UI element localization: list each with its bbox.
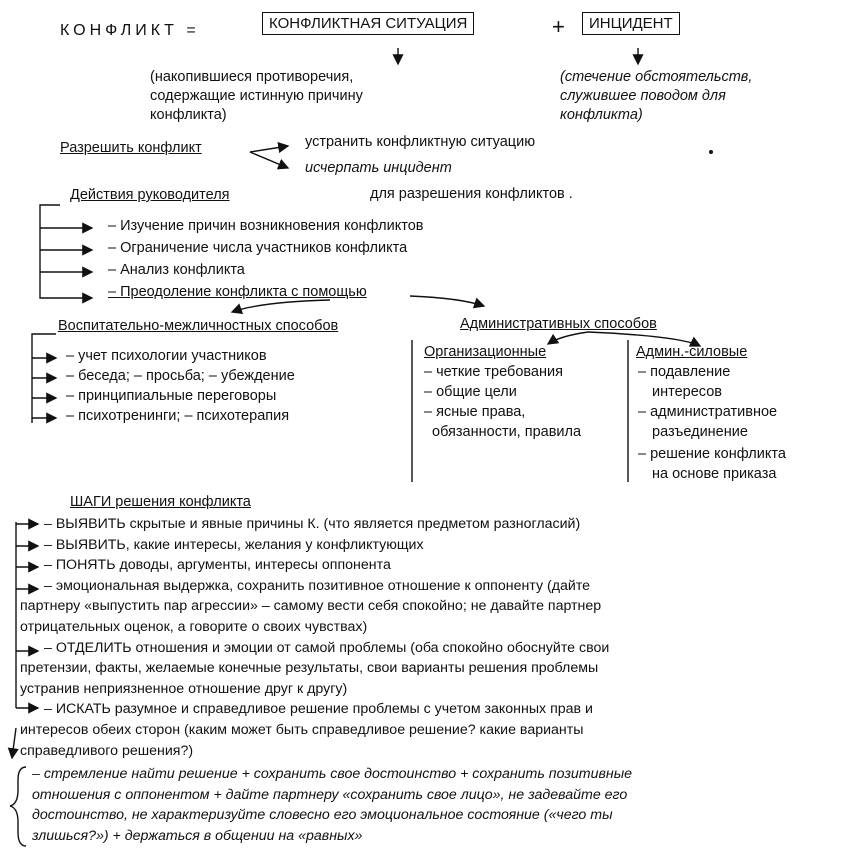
action-item-overcome: – Преодоление конфликта с помощью (108, 284, 367, 300)
step-line: интересов обеих сторон (каким может быть справедливое решение? какие варианты (20, 721, 584, 738)
organizational-item: – четкие требования (424, 364, 563, 380)
resolve-label: Разрешить конфликт (60, 140, 202, 156)
steps-list (20, 514, 610, 761)
power-method-item: – административное (638, 404, 778, 420)
action-item: – Ограничение числа участников конфликта (108, 240, 408, 256)
step-line: – эмоциональная выдержка, сохранить позитивное отношение к оппоненту (дайте (44, 577, 591, 594)
power-method-item: разъединение (652, 424, 748, 440)
incident-note-line: (стечение обстоятельств, (560, 69, 753, 85)
incident-note (560, 68, 752, 125)
step-line: – ИСКАТЬ разумное и справедливое решение проблемы с учетом законных прав и (44, 701, 593, 718)
note-line: достоинство, не характеризуйте словесно его эмоциональное состояние («чего ты (32, 807, 613, 823)
step-line: – ПОНЯТЬ доводы, аргументы, интересы оппонента (44, 557, 391, 574)
actions-heading-tail: для разрешения конфликтов . (370, 186, 573, 202)
educational-method-item: – психотренинги; – психотерапия (66, 408, 290, 424)
organizational-item: – ясные права, (424, 404, 526, 420)
step-line: – ВЫЯВИТЬ, какие интересы, желания у конфликтующих (44, 536, 424, 553)
step-line: отрицательных оценок, а говорите о своих чувствах) (20, 618, 368, 635)
resolve-option-remove-situation: устранить конфликтную ситуацию (305, 134, 536, 150)
resolve-option-exhaust-incident: исчерпать инцидент (305, 160, 452, 176)
organizational-item: обязанности, правила (432, 424, 582, 440)
power-method-item: интересов (652, 384, 722, 400)
incident-note-line: конфликта) (560, 107, 643, 123)
organizational-heading: Организационные (424, 344, 547, 360)
plus-sign: + (552, 14, 565, 39)
step-line: – ВЫЯВИТЬ скрытые и явные причины К. (что является предметом разногласий) (44, 516, 581, 532)
step-line: устранив неприязненное отношение друг к другу) (20, 680, 348, 697)
situation-note (150, 68, 363, 125)
action-item: – Анализ конфликта (108, 262, 245, 278)
step-line: – ОТДЕЛИТЬ отношения и эмоции от самой проблемы (оба спокойно обоснуйте свои (44, 639, 610, 656)
situation-note-line: конфликта) (150, 107, 227, 123)
incident-note-line: служившее поводом для (560, 88, 726, 104)
incident-box: ИНЦИДЕНТ (582, 12, 680, 35)
actions-heading: Действия руководителя (70, 187, 230, 203)
conflict-situation-box: КОНФЛИКТНАЯ СИТУАЦИЯ (262, 12, 474, 35)
power-method-item: на основе приказа (652, 466, 777, 482)
steps-note (32, 764, 632, 846)
note-line: – стремление найти решение + сохранить свое достоинство + сохранить позитивные (32, 766, 633, 782)
step-line: претензии, факты, желаемые конечные результаты, свои варианты решения проблемы (20, 660, 599, 677)
situation-note-line: (накопившиеся противоречия, (150, 69, 354, 85)
power-method-item: – подавление (638, 364, 731, 380)
step-line: партнеру «выпустить пар агрессии» – самому вести себя спокойно; не давайте партнер (20, 598, 602, 615)
action-item: – Изучение причин возникновения конфликтов (108, 218, 424, 234)
step-line: справедливого решения?) (20, 742, 194, 759)
conflict-term: КОНФЛИКТ = (60, 22, 200, 39)
steps-heading: ШАГИ решения конфликта (70, 494, 251, 510)
note-line: злишься?») + держаться в общении на «равных» (32, 827, 363, 844)
note-line: отношения с оппонентом + дайте партнеру «сохранить свое лицо», не задевайте его (32, 786, 628, 803)
situation-note-line: содержащие истинную причину (150, 88, 363, 104)
power-method-item: – решение конфликта (638, 446, 786, 462)
educational-method-item: – беседа; – просьба; – убеждение (66, 368, 295, 384)
educational-method-item: – принципиальные переговоры (66, 388, 277, 404)
educational-method-item: – учет психологии участников (66, 348, 267, 364)
power-methods-heading: Админ.-силовые (636, 344, 748, 360)
educational-methods-heading: Воспитательно-межличностных способов (58, 318, 339, 334)
administrative-methods-heading: Административных способов (460, 316, 657, 332)
organizational-item: – общие цели (424, 384, 517, 400)
